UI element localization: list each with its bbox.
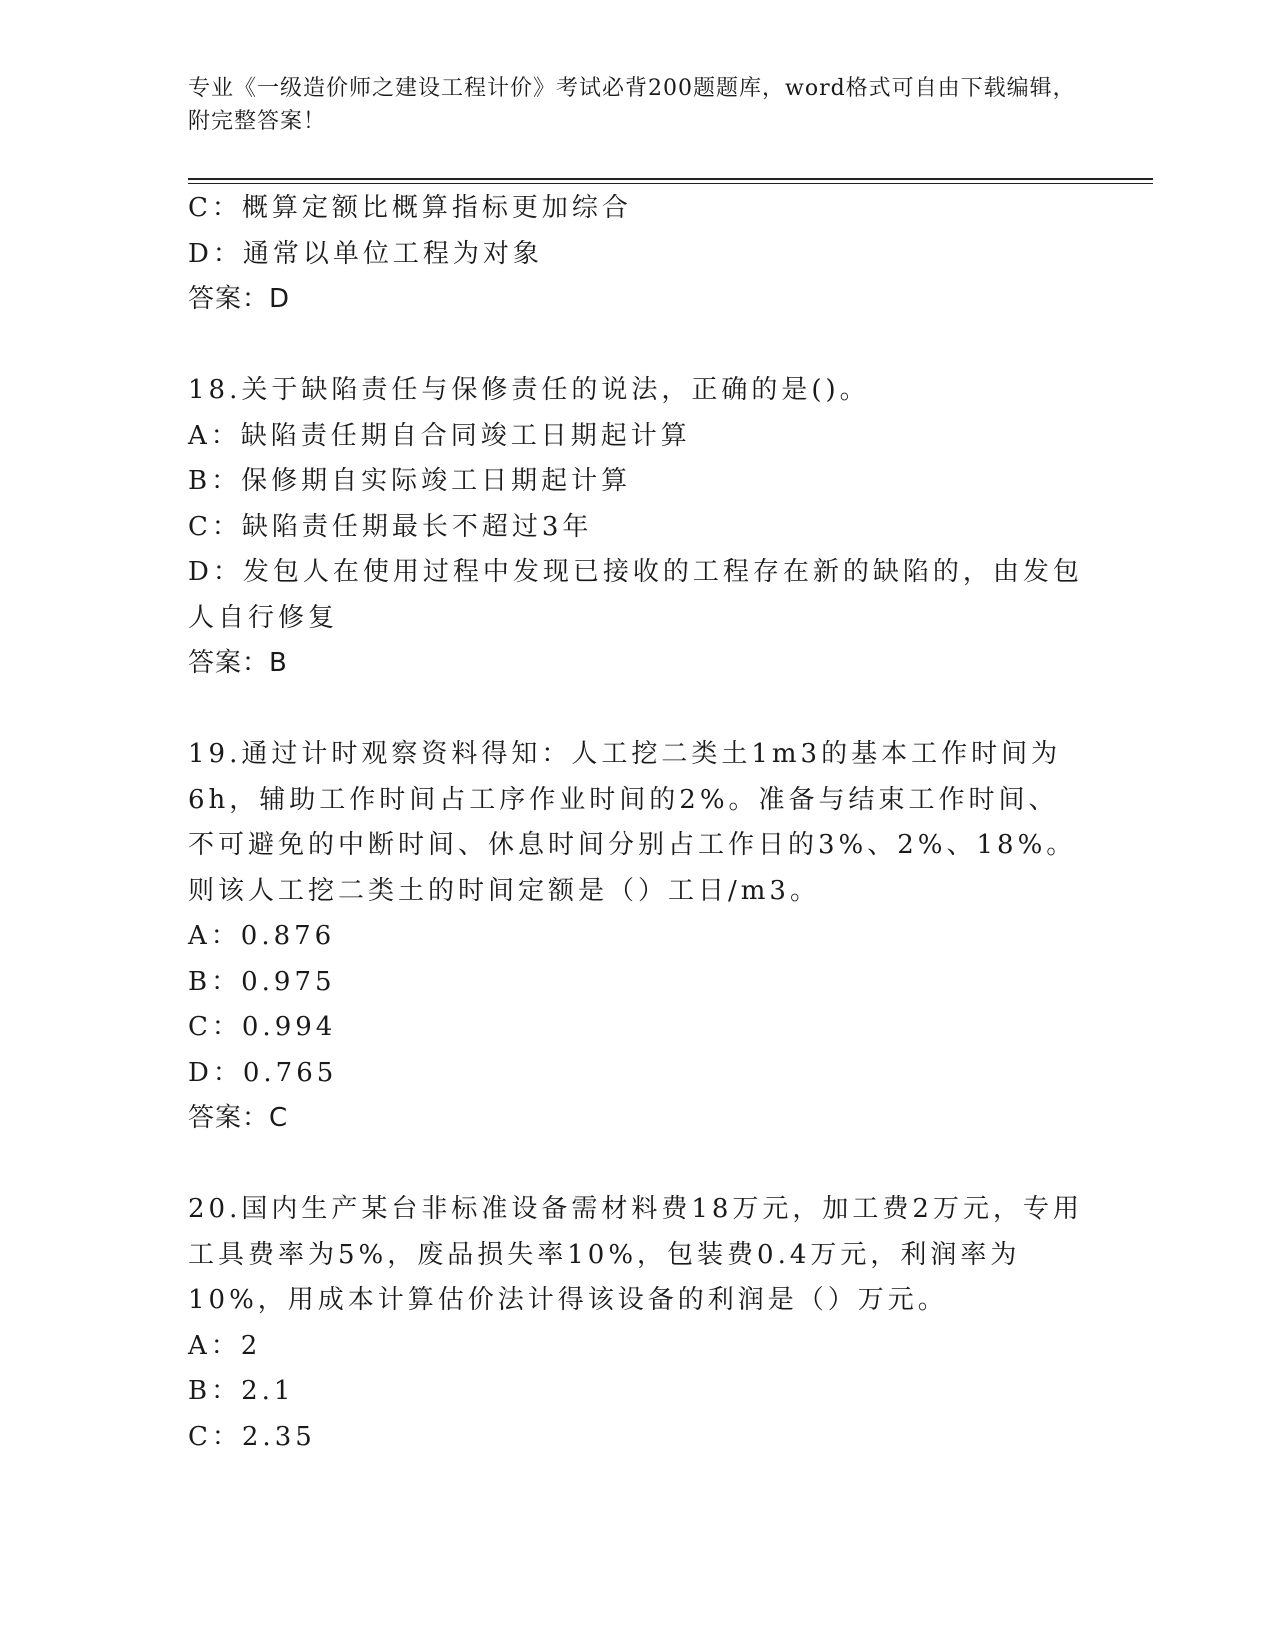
document-body: [188, 186, 1088, 1460]
option-a: A：缺陷责任期自合同竣工日期起计算: [188, 420, 691, 451]
spacer: [188, 323, 1088, 369]
spacer: [188, 687, 1088, 733]
option-a: A：2: [188, 1330, 262, 1361]
question-text: 19.通过计时观察资料得知：人工挖二类土1m3的基本工作时间为6h，辅助工作时间占工序作业时间的2%。准备与结束工作时间、不可避免的中断时间、休息时间分别占工作日的3%、2%、18%。则该人工挖二类土的时间定额是（）工日/m3。: [188, 739, 1077, 906]
answer: 答案：C: [188, 1103, 289, 1133]
option-b: B：保修期自实际竣工日期起计算: [188, 466, 632, 496]
question-text: 20.国内生产某台非标准设备需材料费18万元，加工费2万元，专用工具费率为5%，废品损失率10%，包装费0.4万元，利润率为10%，用成本计算估价法计得该设备的利润是（）万元。: [188, 1194, 1083, 1315]
question-20: [188, 1187, 1088, 1460]
question-17-continued: [188, 186, 1088, 323]
option-b: B：0.975: [188, 966, 336, 997]
option-c: C：概算定额比概算指标更加综合: [188, 193, 632, 223]
option-d: D：发包人在使用过程中发现已接收的工程存在新的缺陷的，由发包人自行修复: [188, 557, 1083, 633]
option-d: D：0.765: [188, 1057, 338, 1088]
option-d: D：通常以单位工程为对象: [188, 238, 543, 269]
spacer: [188, 1142, 1088, 1188]
option-c: C：2.35: [188, 1421, 316, 1452]
answer: 答案：B: [188, 648, 288, 678]
question-19: [188, 732, 1088, 1142]
question-18: [188, 368, 1088, 687]
option-c: C：0.994: [188, 1012, 337, 1042]
option-a: A：0.876: [188, 921, 336, 951]
option-c: C：缺陷责任期最长不超过3年: [188, 511, 593, 542]
header-divider: [188, 178, 1153, 184]
page-header: 专业《一级造价师之建设工程计价》考试必背200题题库，word格式可自由下载编辑，附完整答案！: [188, 76, 1076, 134]
question-text: 18.关于缺陷责任与保修责任的说法，正确的是()。: [188, 375, 870, 405]
option-b: B：2.1: [188, 1376, 295, 1406]
answer: 答案：D: [188, 284, 291, 314]
